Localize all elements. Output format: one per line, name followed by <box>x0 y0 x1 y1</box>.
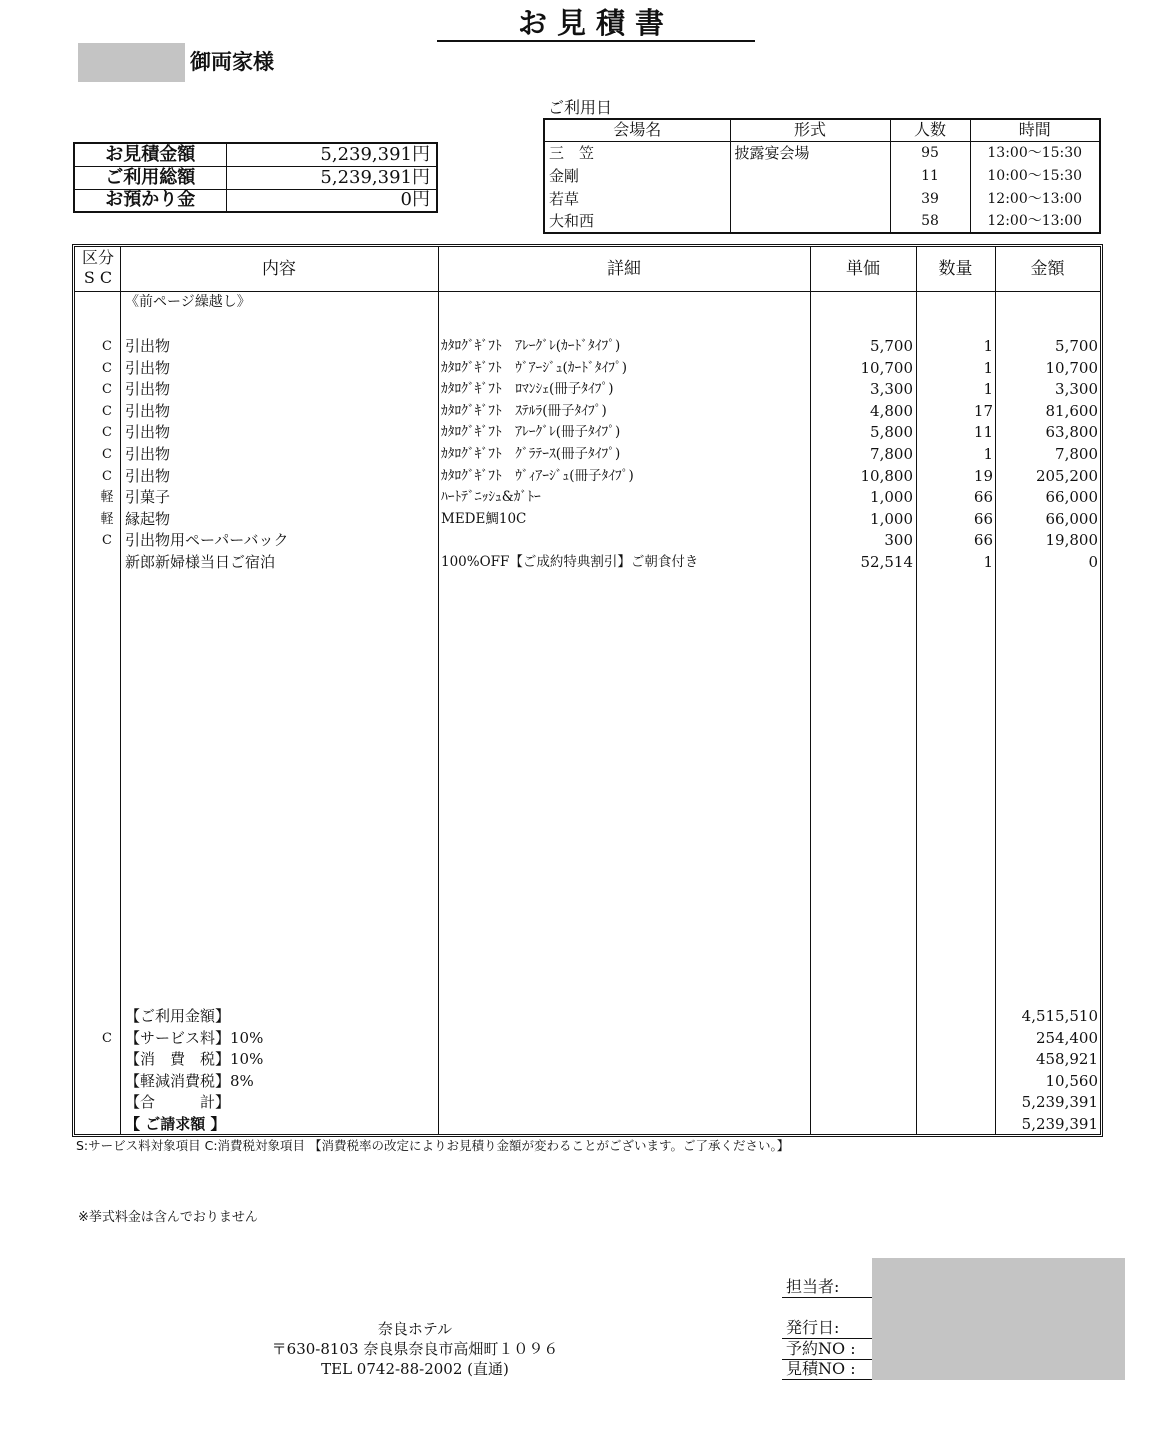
row-detail: MEDE鯛10C <box>441 510 527 527</box>
row-item: 引出物 <box>125 401 171 420</box>
header-qty: 数量 <box>938 259 973 279</box>
row-detail: ｶﾀﾛｸﾞｷﾞﾌﾄ ｽﾃﾙﾗ(冊子ﾀｲﾌﾟ) <box>441 402 607 419</box>
amount-row-total <box>74 166 437 189</box>
row-category: C <box>102 533 112 549</box>
row-qty: 1 <box>983 337 993 355</box>
row-category: C <box>102 360 112 376</box>
table-row <box>75 401 1100 423</box>
total-row <box>75 1006 1100 1028</box>
header-category-bottom: S C <box>83 268 113 287</box>
amount-value <box>226 166 437 189</box>
amount-unit: 円 <box>412 143 430 165</box>
staff-label: 担当者: <box>782 1277 874 1298</box>
amounts-box <box>73 142 438 213</box>
row-detail: ｶﾀﾛｸﾞｷﾞﾌﾄ ｱﾚｰｸﾞﾚ(ｶｰﾄﾞﾀｲﾌﾟ) <box>441 338 621 354</box>
ceremony-note: ※挙式料金は含んでおりません <box>78 1210 258 1225</box>
amount-row-deposit <box>74 189 437 212</box>
table-row <box>75 422 1100 444</box>
row-price: 5,800 <box>870 423 913 442</box>
venue-header: 人数 <box>890 119 970 141</box>
venue-header: 形式 <box>730 119 890 141</box>
header-item: 内容 <box>262 259 296 279</box>
row-item: 引出物 <box>125 466 171 485</box>
row-item: 引出物 <box>125 423 171 442</box>
venue-people: 58 <box>890 210 970 233</box>
total-label: 【合 計】 <box>125 1093 231 1112</box>
venue-table <box>543 118 1101 234</box>
total-label: 【消 費 税】10% <box>125 1050 264 1069</box>
venue-name: 大和西 <box>544 210 730 233</box>
venue-people: 11 <box>890 164 970 187</box>
row-amount: 10,700 <box>1045 358 1098 377</box>
table-row <box>75 444 1100 466</box>
venue-name: 三 笠 <box>544 141 730 164</box>
venue-format <box>730 164 890 187</box>
venue-format <box>730 187 890 210</box>
amount-row-estimate <box>74 143 437 166</box>
venue-row <box>544 141 1100 164</box>
total-row <box>75 1071 1100 1093</box>
venue-format: 披露宴会場 <box>730 141 890 164</box>
row-detail: 100%OFF【ご成約特典割引】ご朝食付き <box>441 554 699 570</box>
hotel-name: 奈良ホテル <box>377 1320 453 1338</box>
hotel-tel: TEL 0742-88-2002 (直通) <box>321 1360 509 1378</box>
header-category-top: 区分 <box>81 248 114 267</box>
amount-unit: 円 <box>412 166 430 188</box>
venue-time: 10:00～15:30 <box>970 164 1100 187</box>
issue-date-label: 発行日: <box>782 1318 874 1339</box>
row-qty: 1 <box>983 553 993 571</box>
carry-over-text: 《前ページ繰越し》 <box>125 294 251 310</box>
row-category: 軽 <box>100 490 114 506</box>
row-price: 52,514 <box>860 553 913 571</box>
line-items-table <box>72 244 1103 1137</box>
total-amount: 254,400 <box>1035 1028 1098 1047</box>
venue-row <box>544 164 1100 187</box>
row-detail: ｶﾀﾛｸﾞｷﾞﾌﾄ ｱﾚｰｸﾞﾚ(冊子ﾀｲﾌﾟ) <box>441 424 621 441</box>
row-qty: 1 <box>983 358 993 377</box>
table-row <box>75 466 1100 488</box>
row-category: C <box>102 403 112 419</box>
reservation-no-label: 予約NO : <box>782 1339 874 1360</box>
usage-date-label: ご利用日 <box>548 98 613 117</box>
row-qty: 1 <box>983 380 993 399</box>
row-amount: 0 <box>1088 553 1098 571</box>
amount-label: ご利用総額 <box>74 166 226 189</box>
venue-header: 時間 <box>970 119 1100 141</box>
venue-row <box>544 210 1100 233</box>
venue-time: 12:00～13:00 <box>970 187 1100 210</box>
row-item: 引出物 <box>125 380 171 399</box>
row-amount: 66,000 <box>1045 488 1098 507</box>
total-row <box>75 1092 1100 1114</box>
legend-note: S:サービス料対象項目 C:消費税対象項目 【消費税率の改定によりお見積り金額が変わることがございます。ご了承ください。】 <box>76 1138 790 1153</box>
header-price: 単価 <box>846 259 880 279</box>
row-amount: 66,000 <box>1045 509 1098 528</box>
carry-over-row <box>75 292 1100 314</box>
hotel-address: 〒630-8103 奈良県奈良市高畑町１０９６ <box>271 1340 559 1358</box>
table-row <box>75 530 1100 552</box>
row-price: 1,000 <box>870 509 913 528</box>
hotel-info <box>240 1319 590 1379</box>
header-amount: 金額 <box>1030 259 1065 279</box>
row-amount: 205,200 <box>1035 466 1098 485</box>
venue-name: 金剛 <box>544 164 730 187</box>
row-item: 縁起物 <box>125 509 171 528</box>
total-amount: 5,239,391 <box>1021 1093 1098 1112</box>
table-row <box>75 379 1100 401</box>
amount-unit: 円 <box>412 189 430 211</box>
row-price: 1,000 <box>870 488 913 507</box>
header-detail: 詳細 <box>607 259 641 279</box>
row-qty: 11 <box>973 423 993 442</box>
row-price: 3,300 <box>870 380 913 399</box>
row-qty: 66 <box>973 509 993 528</box>
estimate-no-label: 見積NO : <box>782 1359 874 1380</box>
redacted-family-name <box>78 43 185 82</box>
row-item: 引菓子 <box>125 488 171 507</box>
row-category: C <box>102 339 112 354</box>
row-price: 5,700 <box>870 337 913 355</box>
row-price: 7,800 <box>870 445 913 463</box>
total-row <box>75 1028 1100 1050</box>
total-label: 【 ご請求額 】 <box>125 1115 226 1133</box>
table-row <box>75 487 1100 509</box>
row-amount: 19,800 <box>1045 531 1098 550</box>
row-detail: ｶﾀﾛｸﾞｷﾞﾌﾄ ｳﾞｨｱｰｼﾞｭ(冊子ﾀｲﾌﾟ) <box>441 467 634 484</box>
row-price: 300 <box>884 531 913 550</box>
total-amount: 5,239,391 <box>1021 1115 1098 1133</box>
row-qty: 66 <box>973 488 993 507</box>
amount-value <box>226 143 437 166</box>
amount-label: お預かり金 <box>74 189 226 212</box>
row-detail: ｶﾀﾛｸﾞｷﾞﾌﾄ ｳﾞｱｰｼﾞｭ(ｶｰﾄﾞﾀｲﾌﾟ) <box>441 359 628 376</box>
table-row <box>75 509 1100 531</box>
row-item: 引出物 <box>125 358 171 377</box>
venue-people: 95 <box>890 141 970 164</box>
row-category: C <box>102 425 112 441</box>
row-category: C <box>102 468 112 484</box>
row-detail: ﾊｰﾄﾃﾞﾆｯｼｭ&ｶﾞﾄｰ <box>441 489 541 506</box>
venue-people: 39 <box>890 187 970 210</box>
total-row <box>75 1049 1100 1071</box>
amount-label: お見積金額 <box>74 143 226 166</box>
total-label: 【サービス料】10% <box>125 1028 264 1047</box>
addressee: 御両家様 <box>190 50 274 74</box>
venue-name: 若草 <box>544 187 730 210</box>
row-amount: 5,700 <box>1055 337 1098 355</box>
total-category: C <box>102 1030 112 1046</box>
table-row <box>75 552 1100 574</box>
amount-number: 0 <box>400 189 412 211</box>
table-row <box>75 358 1100 380</box>
row-item: 引出物用ペーパーバック <box>125 531 289 550</box>
row-item: 引出物 <box>125 337 171 355</box>
venue-row <box>544 187 1100 210</box>
row-amount: 3,300 <box>1055 380 1098 399</box>
header-category <box>78 248 118 288</box>
total-amount: 458,921 <box>1035 1050 1098 1069</box>
row-amount: 7,800 <box>1055 445 1098 463</box>
amount-number: 5,239,391 <box>320 166 412 188</box>
row-item: 新郎新婦様当日ご宿泊 <box>125 553 276 571</box>
row-amount: 63,800 <box>1045 423 1098 442</box>
total-label: 【ご利用金額】 <box>125 1007 231 1025</box>
row-item: 引出物 <box>125 445 171 463</box>
row-category: 軽 <box>100 511 114 527</box>
venue-header-row <box>544 119 1100 141</box>
amount-value <box>226 189 437 212</box>
row-category: C <box>102 447 112 462</box>
row-qty: 1 <box>983 445 993 463</box>
total-amount: 10,560 <box>1045 1071 1098 1090</box>
table-row <box>75 336 1100 358</box>
row-category: C <box>102 382 112 398</box>
venue-time: 12:00～13:00 <box>970 210 1100 233</box>
row-qty: 66 <box>973 531 993 550</box>
row-qty: 17 <box>973 401 993 420</box>
total-row <box>75 1114 1100 1136</box>
row-price: 4,800 <box>870 401 913 420</box>
row-price: 10,700 <box>860 358 913 377</box>
total-label: 【軽減消費税】8% <box>125 1071 254 1090</box>
venue-time: 13:00～15:30 <box>970 141 1100 164</box>
total-amount: 4,515,510 <box>1021 1007 1098 1025</box>
venue-format <box>730 210 890 233</box>
venue-header: 会場名 <box>544 119 730 141</box>
row-qty: 19 <box>973 466 993 485</box>
document-title: お見積書 <box>437 6 755 42</box>
row-detail: ｶﾀﾛｸﾞｷﾞﾌﾄ ﾛﾏﾝｼｪ(冊子ﾀｲﾌﾟ) <box>441 381 614 398</box>
row-price: 10,800 <box>860 466 913 485</box>
redacted-staff-info <box>872 1258 1125 1380</box>
row-amount: 81,600 <box>1045 401 1098 420</box>
row-detail: ｶﾀﾛｸﾞｷﾞﾌﾄ ｸﾞﾗﾃｰｽ(冊子ﾀｲﾌﾟ) <box>441 446 621 462</box>
amount-number: 5,239,391 <box>320 143 412 165</box>
